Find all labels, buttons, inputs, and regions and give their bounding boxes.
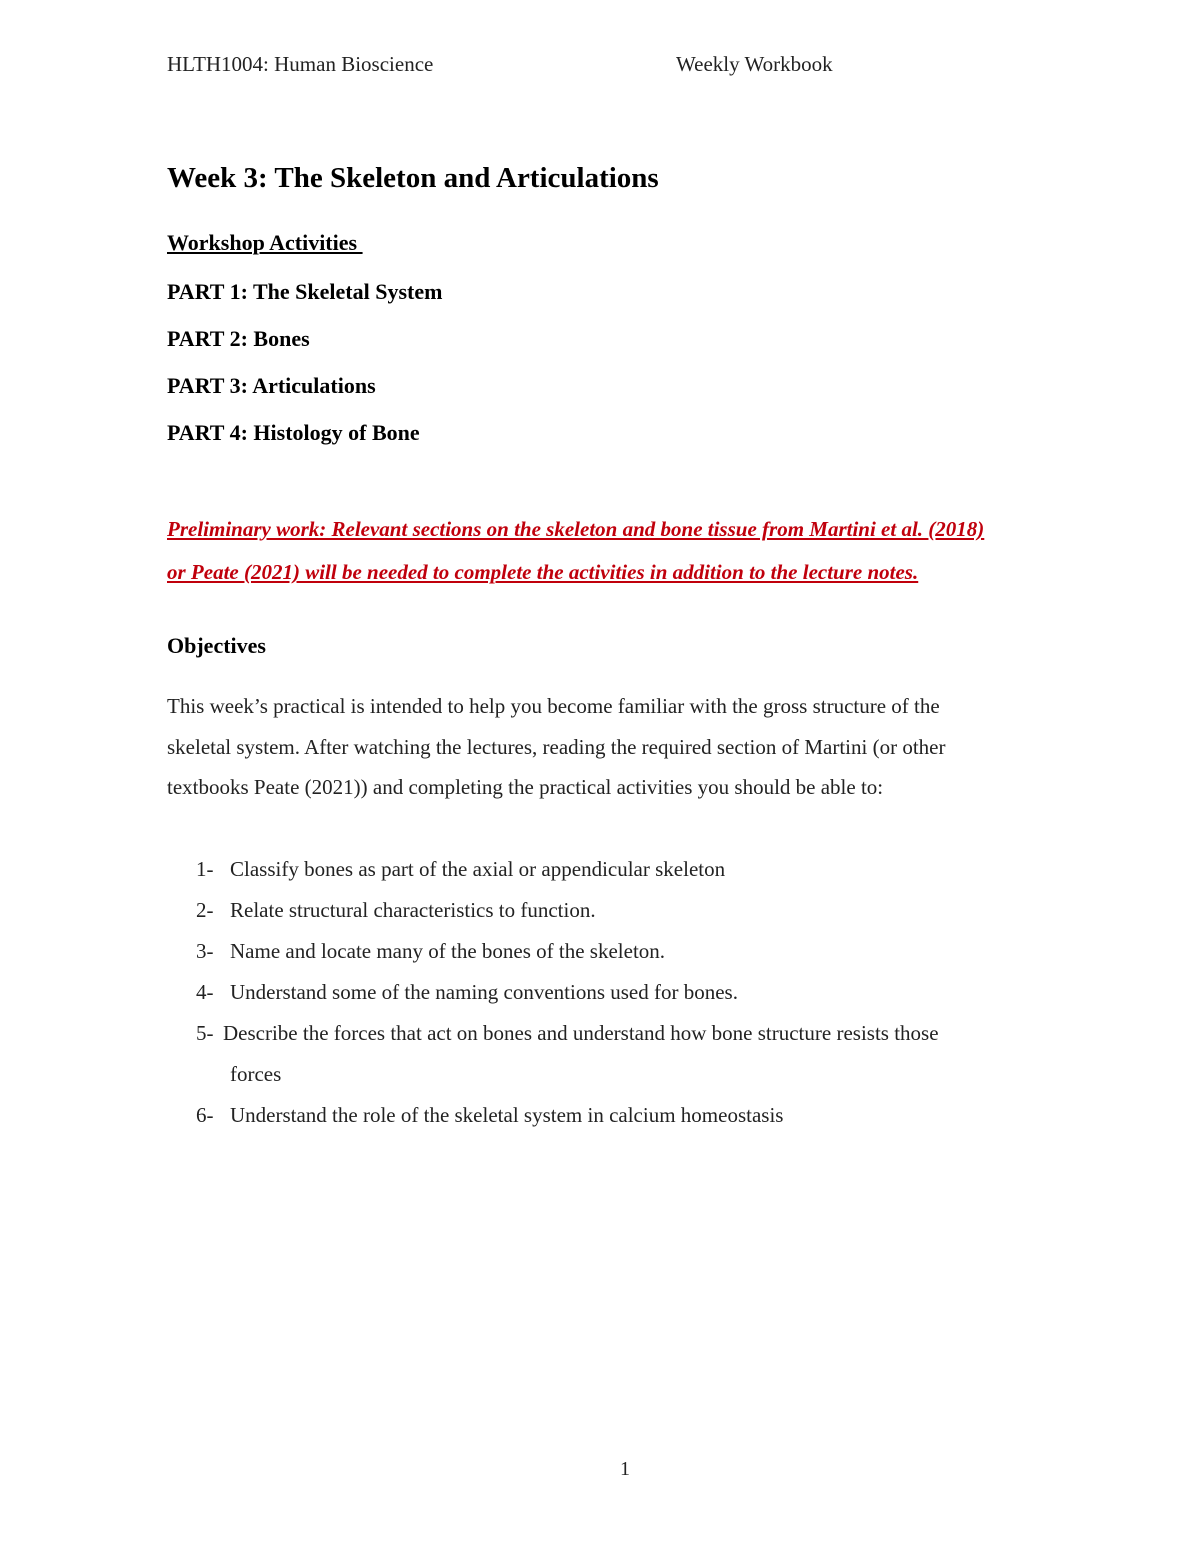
objective-item (196, 1095, 1076, 1136)
objective-text: Relate structural characteristics to function. (230, 898, 596, 922)
preliminary-line: Preliminary work: Relevant sections on the skeleton and bone tissue from Martini et al. (2018) (167, 517, 985, 541)
objective-number: 4- (196, 980, 214, 1004)
header-course-title: HLTH1004: Human Bioscience (167, 52, 434, 76)
objectives-heading: Objectives (167, 633, 266, 658)
objective-text: Describe the forces that act on bones and understand how bone structure resists those (223, 1021, 939, 1045)
objectives-intro (167, 686, 1067, 808)
page-title: Week 3: The Skeleton and Articulations (167, 162, 659, 194)
objective-item (196, 849, 1076, 890)
part-item: PART 3: Articulations (167, 373, 376, 398)
objective-text: Understand the role of the skeletal system in calcium homeostasis (230, 1103, 784, 1127)
objective-item (196, 1013, 1076, 1095)
objective-text: Classify bones as part of the axial or appendicular skeleton (230, 857, 726, 881)
preliminary-work-note (167, 508, 1097, 594)
objective-number: 6- (196, 1103, 214, 1127)
objective-text: Name and locate many of the bones of the skeleton. (230, 939, 666, 963)
page-number: 1 (620, 1458, 630, 1480)
objective-item (196, 931, 1076, 972)
objective-text-continuation: forces (230, 1062, 282, 1086)
objective-item (196, 890, 1076, 931)
objective-number: 1- (196, 857, 214, 881)
objective-number: 2- (196, 898, 214, 922)
header-workbook-label: Weekly Workbook (676, 52, 833, 76)
workshop-parts-list (167, 278, 442, 466)
objective-number: 3- (196, 939, 214, 963)
part-item: PART 1: The Skeletal System (167, 279, 443, 304)
workshop-activities-heading: Workshop Activities (167, 230, 363, 255)
intro-line: skeletal system. After watching the lectures, reading the required section of Martini (or other (167, 734, 946, 759)
objective-text: Understand some of the naming conventions used for bones. (230, 980, 738, 1004)
objective-number: 5- (196, 1021, 214, 1045)
intro-line: This week’s practical is intended to help you become familiar with the gross structure of the (167, 694, 940, 718)
preliminary-line: or Peate (2021) will be needed to complete the activities in addition to the lecture notes. (167, 560, 919, 584)
objective-item (196, 972, 1076, 1013)
part-item: PART 4: Histology of Bone (167, 420, 420, 445)
intro-line: textbooks Peate (2021)) and completing the practical activities you should be able to: (167, 775, 884, 799)
part-item: PART 2: Bones (167, 326, 310, 351)
objectives-list (196, 849, 1076, 1136)
